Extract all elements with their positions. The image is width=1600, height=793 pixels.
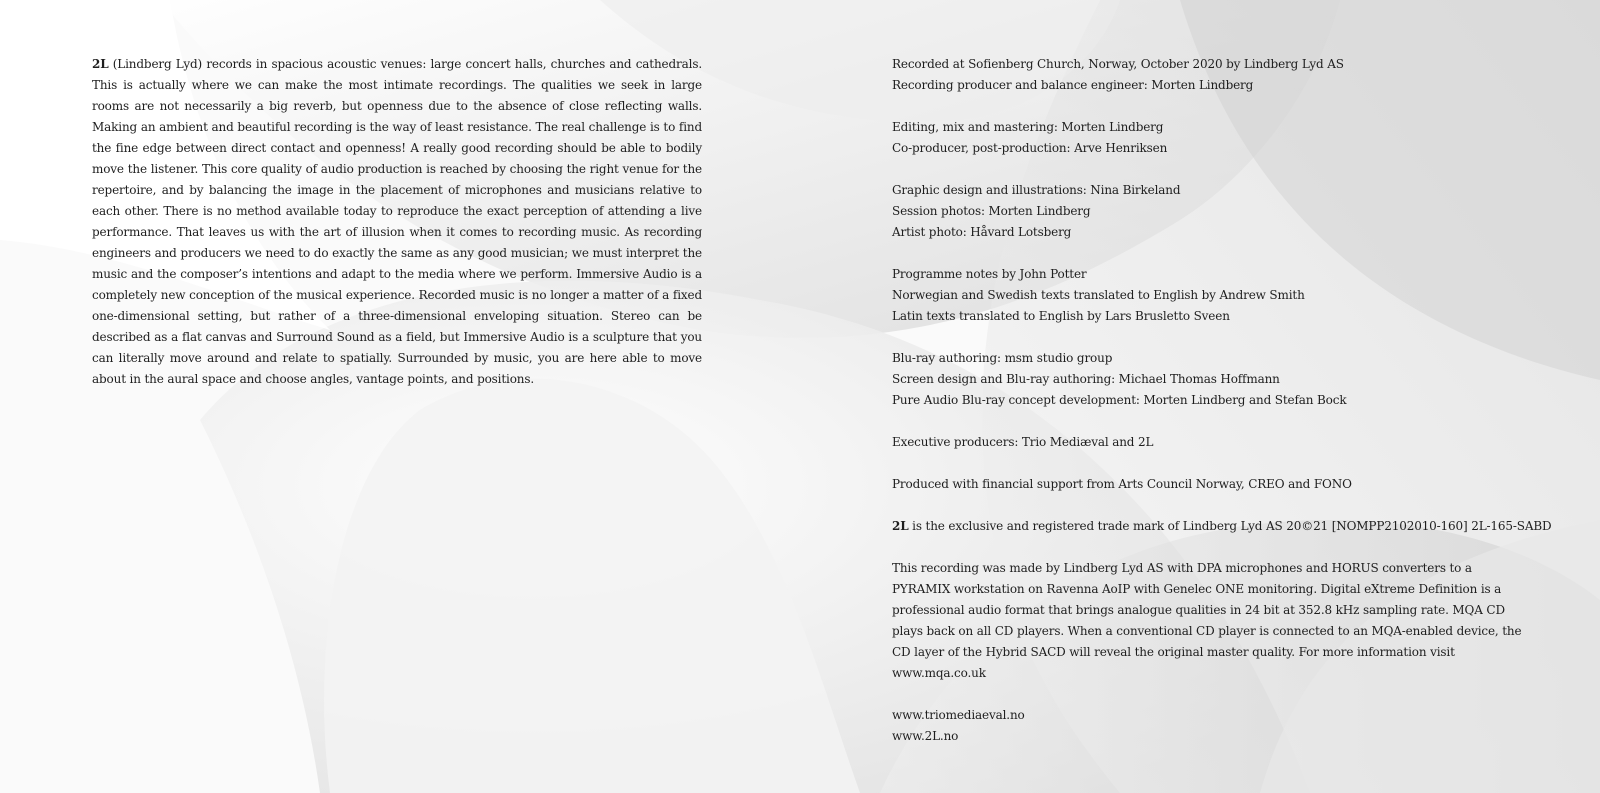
credit-translation-norwegian: Norwegian and Swedish texts translated to English by Andrew Smith (892, 288, 1305, 302)
trademark-line (892, 516, 1552, 537)
credit-bluray-authoring: Blu-ray authoring: msm studio group (892, 351, 1113, 365)
credit-executive: Executive producers: Trio Mediæval and 2L (892, 435, 1154, 449)
spacer (892, 537, 1532, 558)
right-column-credits (892, 54, 1552, 747)
credit-screen-design: Screen design and Blu-ray authoring: Michael Thomas Hoffmann (892, 372, 1280, 386)
brand-2l: 2L (92, 57, 109, 71)
credit-session-photos: Session photos: Morten Lindberg (892, 204, 1091, 218)
credit-translation-latin: Latin texts translated to English by Lars Brusletto Sveen (892, 309, 1230, 323)
spacer (892, 495, 1532, 516)
credit-recorded: Recorded at Sofienberg Church, Norway, October 2020 by Lindberg Lyd AS (892, 57, 1344, 71)
url-2l: www.2L.no (892, 729, 959, 743)
credit-producer: Recording producer and balance engineer: Morten Lindberg (892, 78, 1254, 92)
technical-note: This recording was made by Lindberg Lyd AS with DPA microphones and HORUS converters to a PYRAMIX workstation on Ravenna AoIP with Genelec ONE monitoring. Digital eXtreme Definition is a professional audio format that brings analogue qualities in 24 bit at 352.8 kHz sampling rate. MQA CD plays back on all CD players. When a conventional CD player is connected to an MQA-enabled device, the CD layer of the Hybrid SACD will reveal the original master quality. For more information visit www.mqa.co.uk (892, 561, 1522, 680)
trademark-text: is the exclusive and registered trade mark of Lindberg Lyd AS 20©21 [NOMPP2102010-160] 2L-165-SABD (908, 519, 1552, 533)
credit-graphic: Graphic design and illustrations: Nina Birkeland (892, 183, 1181, 197)
spacer (892, 684, 1532, 705)
spacer (892, 243, 1532, 264)
credit-coproducer: Co-producer, post-production: Arve Henriksen (892, 141, 1168, 155)
spacer (892, 453, 1532, 474)
credit-editing: Editing, mix and mastering: Morten Lindberg (892, 120, 1164, 134)
trademark-brand: 2L (892, 519, 909, 533)
spacer (892, 96, 1532, 117)
spacer (892, 159, 1532, 180)
url-triomediaeval: www.triomediaeval.no (892, 708, 1025, 722)
credit-support: Produced with financial support from Arts Council Norway, CREO and FONO (892, 477, 1352, 491)
credit-programme-notes: Programme notes by John Potter (892, 267, 1087, 281)
spacer (892, 411, 1532, 432)
spacer (892, 327, 1532, 348)
credit-artist-photo: Artist photo: Håvard Lotsberg (892, 225, 1072, 239)
essay-text: (Lindberg Lyd) records in spacious acoustic venues: large concert halls, churches and cathedrals. This is actually where we can make the most intimate recordings. The qualities we seek in large rooms are not necessarily a big reverb, but openness due to the absence of close reflecting walls. Making an ambient and beautiful recording is the way of least resistance. The real challenge is to find the fine edge between direct contact and openness! A really good recording should be able to bodily move the listener. This core quality of audio production is reached by choosing the right venue for the repertoire, and by balancing the image in the placement of microphones and musicians relative to each other. There is no method available today to reproduce the exact perception of attending a live performance. That leaves us with the art of illusion when it comes to recording music. As recording engineers and producers we need to do exactly the same as any good musician; we must interpret the music and the composer’s intentions and adapt to the media where we perform. Immersive Audio is a completely new conception of the musical experience. Recorded music is no longer a matter of a fixed one-dimensional setting, but rather of a three-dimensional enveloping situation. Stereo can be described as a flat canvas and Surround Sound as a field, but Immersive Audio is a sculpture that you can literally move around and relate to spatially. Surrounded by music, you are here able to move about in the aural space and choose angles, vantage points, and positions. (92, 57, 702, 386)
left-column-essay (92, 54, 702, 390)
credit-pure-audio: Pure Audio Blu-ray concept development: Morten Lindberg and Stefan Bock (892, 393, 1347, 407)
